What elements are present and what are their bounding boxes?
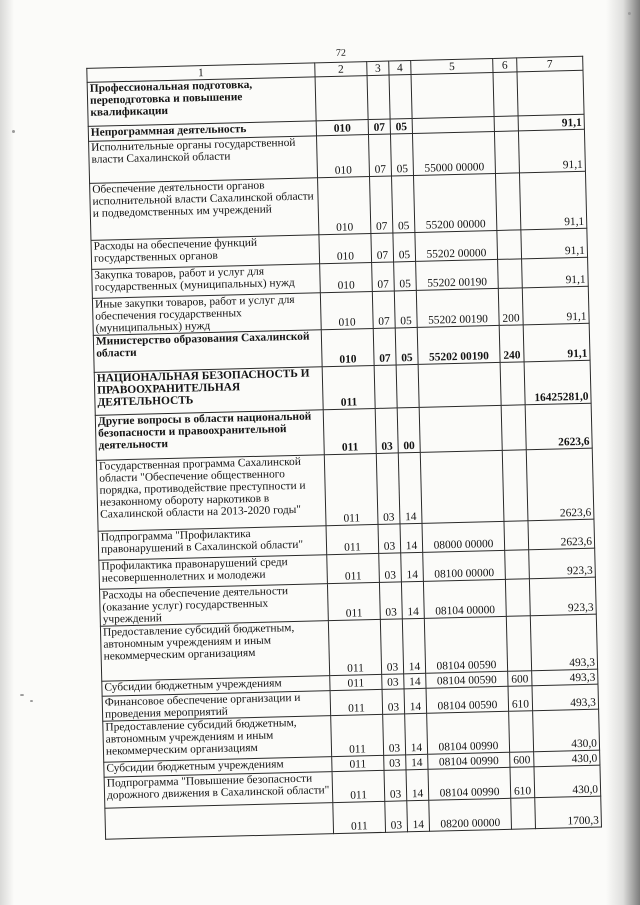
row-c4-cell: 14 [398,452,422,524]
row-c5-cell [419,405,502,452]
row-c5-cell: 08200 00000 [429,798,512,831]
row-c2-cell: 010 [319,234,372,264]
row-c7-cell: 91,1 [521,228,588,259]
row-c6-cell: 610 [510,767,535,799]
header-cell-7: 7 [517,56,583,72]
row-c7-cell: 493,3 [532,669,598,686]
row-c7-cell: 923,3 [529,577,596,616]
row-c2-cell: 011 [330,689,383,715]
scan-speck [628,12,631,15]
row-c2-cell: 011 [333,801,386,833]
scan-shadow-left [0,0,14,905]
row-c6-cell [500,362,525,406]
row-c3-cell: 03 [382,689,405,715]
row-c6-cell [502,450,528,522]
row-c7-cell: 91,1 [518,114,584,131]
row-name-cell: Профессиональная подготовка, переподготовка и повышение квалификации [87,77,316,127]
row-c2-cell: 011 [323,408,376,454]
row-c7-cell: 430,0 [533,709,600,752]
row-name-cell: Подпрограмма "Профилактика правонарушений в Сахалинской области" [98,526,327,561]
row-name-cell: Субсидии бюджетным учреждениям [102,676,330,697]
row-c5-cell: 08104 00990 [428,767,511,800]
row-c7-cell: 430,0 [534,765,601,798]
row-name-cell: Расходы на обеспечение деятельности (оказание услуг) государственных учреждений [100,584,329,627]
row-name-cell: Подпрограмма "Повышение безопасности дорожного движения в Сахалинской области" [104,772,333,809]
header-cell-2: 2 [315,62,367,77]
row-c4-cell: 14 [406,769,429,801]
row-c7-cell: 430,0 [534,750,600,767]
row-c2-cell: 010 [318,177,371,235]
row-name-cell: Финансовое обеспечение организации и проведения мероприятий [102,691,331,722]
row-c6-cell [505,550,530,580]
row-c6-cell [494,131,519,174]
row-c3-cell: 07 [371,233,394,263]
row-c3-cell: 03 [378,524,401,554]
row-c5-cell: 08104 00990 [427,711,510,754]
row-c7-cell: 91,1 [518,129,585,173]
row-c3-cell: 03 [380,619,403,675]
row-c2-cell: 011 [332,770,385,802]
row-c5-cell: 08100 00000 [423,550,506,581]
row-c7-cell: 493,3 [532,684,599,711]
row-c3-cell: 03 [384,770,407,802]
row-c7-cell: 2623,6 [528,519,595,550]
row-c7-cell: 91,1 [522,257,589,288]
row-name-cell: Закупка товаров, работ и услуг для государственных (муниципальных) нужд [92,264,321,299]
row-c2-cell [315,76,368,121]
row-c3-cell: 07 [372,262,395,292]
row-c2-cell: 010 [317,135,370,178]
row-c5-cell: 08104 00990 [428,752,510,769]
header-cell-3: 3 [367,61,389,76]
row-c5-cell [418,362,501,407]
row-c4-cell: 00 [397,407,420,453]
row-c5-cell: 55000 00000 [412,131,495,175]
row-name-cell: Непрограммная деятельность [88,121,316,142]
row-c4-cell: 14 [407,800,430,832]
row-c7-cell: 923,3 [529,548,596,579]
row-c4-cell: 14 [402,618,425,674]
row-c7-cell [517,70,584,116]
row-c3-cell: 07 [368,134,391,177]
row-c4-cell: 14 [404,673,426,689]
row-name-cell: НАЦИОНАЛЬНАЯ БЕЗОПАСНОСТЬ И ПРАВООХРАНИТЕЛЬНАЯ ДЕЯТЕЛЬНОСТЬ [94,367,323,416]
row-c3-cell: 03 [379,553,402,583]
row-name-cell: Другие вопросы в области национальной безопасности и правоохранительной деятельности [95,410,324,461]
row-c6-cell: 200 [498,288,523,326]
row-c2-cell: 011 [322,365,375,409]
row-c4-cell: 05 [394,290,417,328]
row-c3-cell: 03 [385,801,408,833]
row-c3-cell: 03 [384,755,406,771]
row-c5-cell: 08104 00590 [424,616,507,673]
row-name-cell: Предоставление субсидий бюджетным, автономным учреждениям и иным некоммерческим организациям [100,621,329,682]
row-c3-cell [367,75,390,120]
row-c7-cell: 493,3 [530,614,597,671]
row-c3-cell: 03 [379,582,402,620]
row-c3-cell: 03 [375,408,398,454]
row-c5-cell: 08000 00000 [422,521,505,552]
row-c3-cell: 07 [368,119,390,135]
row-c7-cell: 91,1 [523,323,590,362]
row-c3-cell: 03 [376,453,400,525]
scan-speck [20,694,24,696]
row-name-cell: Исполнительные органы государственной власти Сахалинской области [89,136,318,184]
row-c6-cell [511,798,536,830]
row-c5-cell: 55202 00190 [416,259,499,290]
row-c4-cell: 14 [406,754,428,770]
header-cell-5: 5 [411,59,493,75]
row-c5-cell: 08104 00590 [426,686,509,713]
row-c6-cell: 240 [499,325,524,363]
row-c5-cell [411,72,494,118]
row-name-cell: Министерство образования Сахалинской области [93,330,322,373]
row-c6-cell: 600 [508,671,532,687]
row-name-cell: Государственная программа Сахалинской области "Обеспечение общественного порядка, противодействие преступности и незаконному обороту наркотиков в Сахалинской области на 2013-2020 годы" [96,455,326,532]
row-c6-cell [505,579,530,617]
page-number: 72 [335,47,347,59]
row-c7-cell: 16425281,0 [524,360,591,405]
row-c6-cell [495,173,520,231]
header-cell-1: 1 [87,63,315,83]
header-cell-4: 4 [389,61,411,76]
row-c2-cell: 011 [332,755,384,771]
row-name-cell: Иные закупки товаров, работ и услуг для обеспечения государственных (муниципальных) нужд [92,293,321,336]
row-c2-cell: 010 [321,329,374,367]
row-c4-cell: 05 [394,261,417,291]
row-c3-cell: 07 [372,291,395,329]
row-c6-cell [504,521,529,551]
row-c6-cell [498,259,523,289]
row-c4-cell: 14 [401,552,424,582]
row-c2-cell: 010 [320,263,373,293]
row-c2-cell: 011 [331,714,384,756]
row-name-cell [105,803,334,840]
row-c4-cell: 14 [400,523,423,553]
row-c2-cell: 011 [328,619,381,675]
table-row [96,448,594,531]
row-c2-cell: 010 [316,120,368,136]
budget-table [86,56,602,840]
row-c7-cell: 91,1 [519,171,586,230]
row-c2-cell: 010 [320,292,373,330]
row-c6-cell [493,72,518,117]
row-c5-cell: 55200 00000 [413,173,496,232]
row-c7-cell: 91,1 [522,286,589,325]
row-c6-cell: 610 [508,686,533,712]
document-sheet [53,22,614,905]
row-c2-cell: 011 [330,674,382,690]
row-name-cell: Субсидии бюджетным учреждениям [104,757,332,778]
row-name-cell: Профилактика правонарушений среди несовершеннолетних и молодежи [99,555,328,590]
row-c4-cell [396,364,419,408]
row-c5-cell: 08104 00000 [423,579,506,618]
row-name-cell: Расходы на обеспечение функций государственных органов [91,235,320,270]
row-c6-cell [506,616,531,672]
row-c3-cell: 07 [373,328,396,366]
header-cell-6: 6 [493,58,517,73]
row-c4-cell: 14 [401,581,424,619]
row-c5-cell: 08104 00590 [426,671,508,688]
row-c7-cell: 2623,6 [526,448,594,521]
row-c5-cell: 55202 00190 [416,288,499,327]
row-c4-cell: 05 [390,133,413,176]
row-c5-cell [420,450,504,523]
row-name-cell: Предоставление субсидий бюджетным, автономным учреждениям и иным некоммерческим организациям [103,716,332,763]
row-c6-cell [497,230,522,260]
row-c3-cell: 03 [382,674,404,690]
scan-speck [30,700,33,702]
row-c6-cell [494,116,518,132]
row-c4-cell: 05 [393,232,416,262]
row-c3-cell [374,365,397,409]
row-c3-cell: 07 [370,176,393,234]
row-c6-cell [509,711,534,753]
table-body [87,56,602,839]
row-c3-cell: 03 [383,714,406,756]
row-name-cell: Обеспечение деятельности органов исполнительной власти Сахалинской области и подведомственных им учреждений [90,178,319,241]
row-c2-cell: 011 [324,453,378,525]
row-c4-cell: 14 [405,713,428,755]
scan-speck [12,130,15,133]
row-c7-cell: 1700,3 [535,796,602,829]
row-c2-cell: 011 [326,524,379,554]
row-c2-cell: 011 [327,582,380,620]
row-c6-cell [501,405,526,451]
row-c4-cell [389,75,412,120]
row-c4-cell: 05 [395,327,418,365]
row-c4-cell: 14 [404,688,427,714]
row-c5-cell: 55202 00000 [415,230,498,261]
row-c2-cell: 011 [327,553,380,583]
row-c7-cell: 2623,6 [525,403,592,450]
row-c5-cell: 55202 00190 [417,325,500,364]
scan-shadow-right [606,0,640,905]
row-c4-cell: 05 [390,118,412,134]
row-c4-cell: 05 [392,175,415,233]
row-c6-cell: 600 [510,752,534,768]
